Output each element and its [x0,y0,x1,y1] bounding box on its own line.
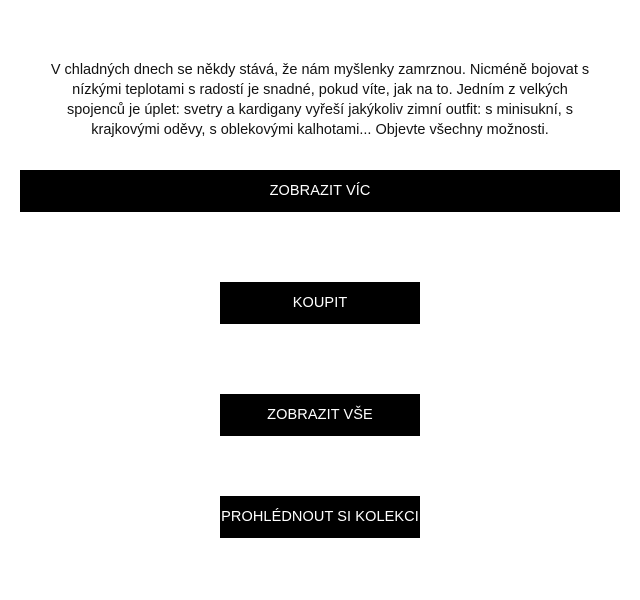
show-more-button[interactable]: ZOBRAZIT VÍC [20,170,620,212]
intro-paragraph: V chladných dnech se někdy stává, že nám myšlenky zamrznou. Nicméně bojovat s nízkými teplotami s radostí je snadné, pokud víte, jak na to. Jedním z velkých spojenců je úplet: svetry a kardigany vyřeší jakýkoliv zimní outfit: s minisukní, s krajkovými oděvy, s oblekovými kalhotami... Objevte všechny možnosti. [50,62,590,138]
buy-button[interactable]: KOUPIT [220,282,420,324]
show-all-button[interactable]: ZOBRAZIT VŠE [220,394,420,436]
browse-collection-button[interactable]: PROHLÉDNOUT SI KOLEKCI [220,496,420,538]
